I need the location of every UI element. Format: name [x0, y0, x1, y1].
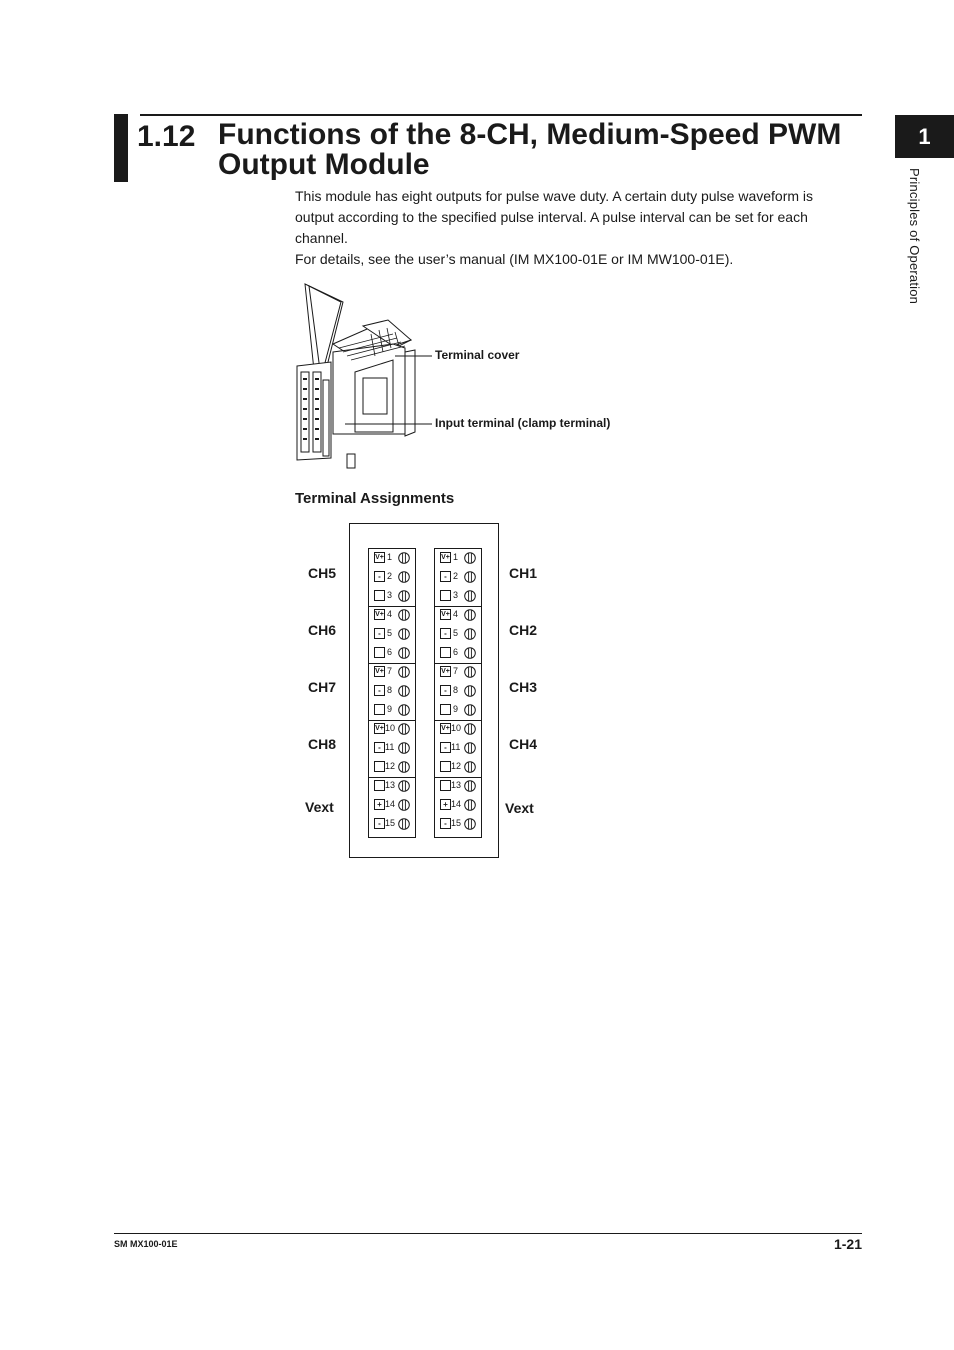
terminal-number: 3: [387, 590, 393, 600]
terminal-polarity: -: [440, 818, 451, 829]
terminal-polarity: [374, 761, 385, 772]
group-separator-left: [369, 777, 415, 778]
terminal-number: 9: [387, 704, 393, 714]
terminal-polarity: [374, 590, 385, 601]
callout-input-terminal: Input terminal (clamp terminal): [435, 416, 611, 430]
terminal-row: [369, 644, 417, 663]
terminal-number: 2: [453, 571, 459, 581]
terminal-polarity: V+: [375, 668, 384, 675]
label-vext-left: Vext: [305, 799, 334, 815]
screw-icon: [464, 628, 476, 640]
section-title: Functions of the 8-CH, Medium-Speed PWM Output Module: [218, 118, 842, 181]
terminal-row: [369, 758, 417, 777]
terminal-number: 1: [387, 552, 393, 562]
terminal-polarity: [440, 704, 451, 715]
group-separator-left: [369, 606, 415, 607]
terminal-polarity: -: [440, 742, 451, 753]
terminal-block-left: [368, 548, 416, 838]
terminal-assignments-heading: Terminal Assignments: [295, 490, 455, 507]
terminal-row: [369, 796, 417, 815]
intro-paragraph-2: For details, see the user’s manual (IM MX100-01E or IM MW100-01E).: [295, 251, 734, 267]
screw-icon: [398, 647, 410, 659]
terminal-row: [435, 682, 483, 701]
terminal-row: [369, 682, 417, 701]
screw-icon: [464, 742, 476, 754]
chapter-tab[interactable]: 1: [895, 115, 954, 158]
screw-icon: [398, 552, 410, 564]
terminal-number: 15: [451, 818, 462, 828]
intro-paragraph-1: This module has eight outputs for pulse wave duty. A certain duty pulse waveform is output according to the specified pulse interval. A pulse interval can be set for each channel.: [295, 188, 814, 246]
terminal-row: [369, 587, 417, 606]
screw-icon: [464, 723, 476, 735]
screw-icon: [464, 647, 476, 659]
terminal-block-right: [434, 548, 482, 838]
label-vext-right: Vext: [505, 800, 534, 816]
screw-icon: [464, 704, 476, 716]
terminal-polarity: -: [374, 571, 385, 582]
terminal-number: 10: [451, 723, 462, 733]
terminal-row: [435, 625, 483, 644]
screw-icon: [398, 780, 410, 792]
screw-icon: [464, 571, 476, 583]
screw-icon: [464, 761, 476, 773]
label-ch2: CH2: [509, 622, 538, 638]
screw-icon: [398, 761, 410, 773]
screw-icon: [398, 590, 410, 602]
terminal-polarity: [374, 647, 385, 658]
screw-icon: [464, 799, 476, 811]
terminal-number: 11: [385, 742, 395, 752]
terminal-number: 8: [453, 685, 459, 695]
terminal-polarity: [440, 590, 451, 601]
terminal-number: 1: [453, 552, 459, 562]
terminal-polarity: V+: [441, 611, 450, 618]
screw-icon: [464, 609, 476, 621]
group-separator-right: [435, 720, 481, 721]
label-ch8: CH8: [308, 736, 337, 752]
screw-icon: [398, 666, 410, 678]
terminal-number: 11: [451, 742, 461, 752]
terminal-row: [435, 739, 483, 758]
terminal-number: 6: [387, 647, 393, 657]
screw-icon: [398, 609, 410, 621]
terminal-row: [369, 606, 417, 625]
terminal-row: [435, 606, 483, 625]
label-ch3: CH3: [509, 679, 538, 695]
terminal-polarity: -: [374, 628, 385, 639]
terminal-polarity: V+: [375, 611, 384, 618]
terminal-polarity: -: [374, 685, 385, 696]
terminal-number: 2: [387, 571, 393, 581]
callout-lines: [0, 0, 954, 600]
terminal-number: 7: [387, 666, 393, 676]
screw-icon: [398, 818, 410, 830]
screw-icon: [398, 704, 410, 716]
terminal-row: [369, 568, 417, 587]
terminal-row: [435, 568, 483, 587]
terminal-row: [435, 644, 483, 663]
terminal-polarity: [440, 780, 451, 791]
terminal-polarity: [374, 704, 385, 715]
terminal-number: 13: [385, 780, 396, 790]
group-separator-left: [369, 720, 415, 721]
terminal-row: [435, 587, 483, 606]
terminal-polarity: V+: [441, 668, 450, 675]
group-separator-left: [369, 663, 415, 664]
terminal-row: [435, 549, 483, 568]
terminal-number: 13: [451, 780, 462, 790]
screw-icon: [398, 723, 410, 735]
terminal-row: [435, 777, 483, 796]
terminal-row: [435, 663, 483, 682]
terminal-polarity: [440, 761, 451, 772]
screw-icon: [398, 685, 410, 697]
terminal-number: 12: [385, 761, 396, 771]
terminal-row: [435, 701, 483, 720]
terminal-polarity: +: [440, 799, 451, 810]
label-ch1: CH1: [509, 565, 538, 581]
terminal-row: [435, 815, 483, 834]
terminal-number: 10: [385, 723, 396, 733]
terminal-number: 12: [451, 761, 462, 771]
section-number: 1.12: [137, 120, 196, 153]
screw-icon: [464, 818, 476, 830]
label-ch4: CH4: [509, 736, 538, 752]
screw-icon: [464, 590, 476, 602]
terminal-number: 5: [387, 628, 393, 638]
terminal-row: [435, 796, 483, 815]
label-ch6: CH6: [308, 622, 337, 638]
terminal-number: 3: [453, 590, 459, 600]
screw-icon: [398, 742, 410, 754]
terminal-row: [369, 663, 417, 682]
terminal-polarity: -: [440, 628, 451, 639]
terminal-polarity: -: [374, 818, 385, 829]
terminal-row: [369, 701, 417, 720]
screw-icon: [464, 666, 476, 678]
terminal-number: 4: [387, 609, 393, 619]
group-separator-right: [435, 777, 481, 778]
terminal-polarity: V+: [375, 725, 384, 732]
footer-rule: [114, 1233, 862, 1234]
group-separator-right: [435, 663, 481, 664]
terminal-polarity: +: [374, 799, 385, 810]
terminal-number: 14: [385, 799, 396, 809]
screw-icon: [464, 552, 476, 564]
terminal-row: [369, 777, 417, 796]
terminal-number: 4: [453, 609, 459, 619]
terminal-number: 14: [451, 799, 462, 809]
screw-icon: [398, 571, 410, 583]
terminal-polarity: V+: [441, 725, 450, 732]
terminal-polarity: V+: [441, 554, 450, 561]
screw-icon: [464, 685, 476, 697]
terminal-number: 15: [385, 818, 396, 828]
terminal-number: 8: [387, 685, 393, 695]
terminal-polarity: -: [440, 571, 451, 582]
terminal-polarity: -: [440, 685, 451, 696]
callout-terminal-cover: Terminal cover: [435, 348, 520, 362]
screw-icon: [398, 799, 410, 811]
terminal-number: 6: [453, 647, 459, 657]
footer-doc-id: SM MX100-01E: [114, 1239, 178, 1249]
page-number: 1-21: [833, 1236, 862, 1252]
terminal-row: [435, 720, 483, 739]
group-separator-right: [435, 606, 481, 607]
terminal-row: [435, 758, 483, 777]
terminal-polarity: -: [374, 742, 385, 753]
terminal-row: [369, 720, 417, 739]
terminal-number: 9: [453, 704, 459, 714]
terminal-number: 7: [453, 666, 459, 676]
terminal-polarity: [374, 780, 385, 791]
chapter-label-text: Principles of Operation: [907, 168, 922, 305]
label-ch5: CH5: [308, 565, 337, 581]
terminal-number: 5: [453, 628, 459, 638]
label-ch7: CH7: [308, 679, 337, 695]
terminal-row: [369, 739, 417, 758]
screw-icon: [464, 780, 476, 792]
screw-icon: [398, 628, 410, 640]
terminal-row: [369, 549, 417, 568]
terminal-row: [369, 625, 417, 644]
terminal-polarity: V+: [375, 554, 384, 561]
terminal-row: [369, 815, 417, 834]
terminal-polarity: [440, 647, 451, 658]
